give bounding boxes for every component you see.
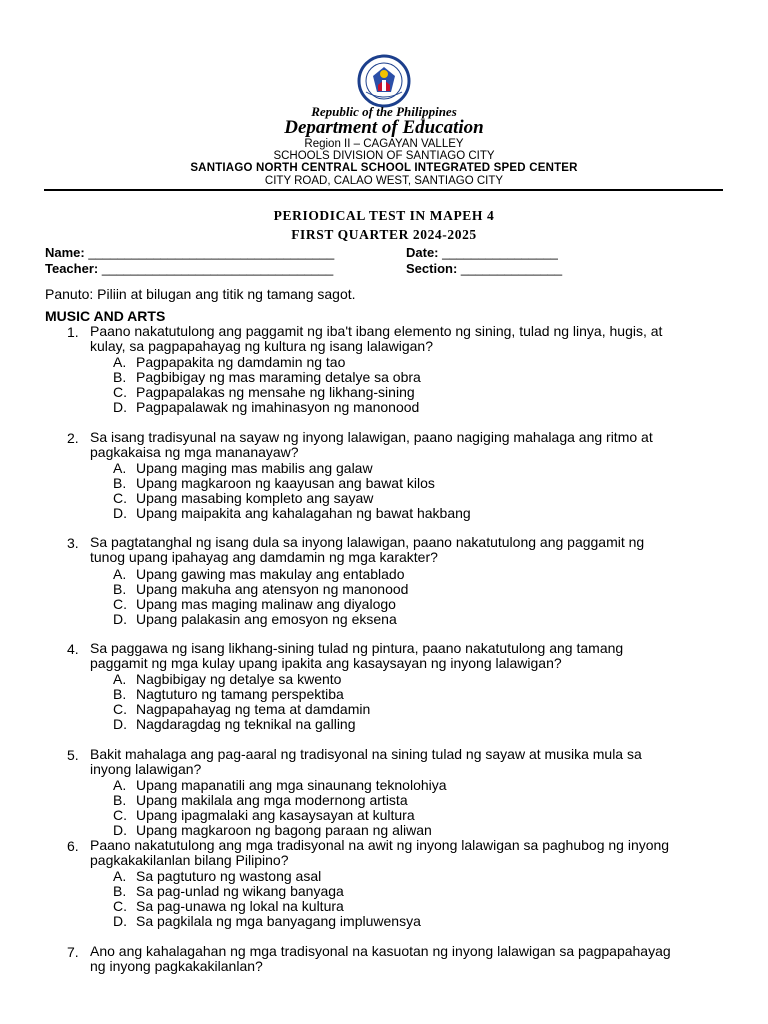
option-letter[interactable]: C. [113, 384, 127, 400]
header-divider [44, 189, 723, 191]
option-text: Upang makilala ang mga modernong artista [136, 792, 408, 808]
question-number: 7. [67, 944, 79, 960]
option-letter[interactable]: D. [113, 505, 127, 521]
option-text: Upang magkaroon ng kaayusan ang bawat kilos [136, 475, 435, 491]
question-text [90, 324, 730, 354]
option-text: Nagtuturo ng tamang perspektiba [136, 686, 344, 702]
question-line: Sa paggawa ng isang likhang-sining tulad ng pintura, paano nakatutulong ang tamang [90, 640, 624, 656]
option-letter[interactable]: A. [113, 460, 127, 476]
republic-heading: Republic of the Philippines [311, 104, 457, 119]
option-letter[interactable]: B. [113, 475, 127, 491]
question-number: 6. [67, 838, 79, 854]
option-text: Pagpapalawak ng imahinasyon ng manonood [136, 399, 420, 415]
question-number: 1. [67, 324, 79, 340]
question-line: Sa pagtatanghal ng isang dula sa inyong lalawigan, paano nakatutulong ang paggamit ng [90, 534, 645, 550]
question-line: pagkakaisa ng mga mananayaw? [90, 444, 299, 460]
option-text: Sa pagkilala ng mga banyagang impluwensya [136, 913, 421, 929]
question-number: 4. [67, 641, 79, 657]
option-text: Upang maipakita ang kahalagahan ng bawat hakbang [136, 505, 471, 521]
section-label: Section: [406, 261, 458, 276]
question-line: Bakit mahalaga ang pag-aaral ng tradisyonal na sining tulad ng sayaw at musika mula sa [90, 746, 642, 762]
option-letter[interactable]: C. [113, 596, 127, 612]
option-text: Sa pag-unawa ng lokal na kultura [136, 898, 344, 914]
option-letter[interactable]: B. [113, 369, 127, 385]
option-text: Nagpapahayag ng tema at damdamin [136, 701, 371, 717]
question-line: Paano nakatutulong ang mga tradisyonal na awit ng inyong lalawigan sa paghubog ng inyong [90, 837, 670, 853]
question-line: kulay, sa pagpapahayag ng kultura ng isang lalawigan? [90, 338, 433, 354]
option-letter[interactable]: D. [113, 822, 127, 838]
option-text: Upang mapanatili ang mga sinaunang teknolohiya [136, 777, 447, 793]
question-line: inyong lalawigan? [90, 761, 202, 777]
option-letter[interactable]: B. [113, 686, 127, 702]
option-letter[interactable]: C. [113, 701, 127, 717]
date-blank: ________________ [442, 245, 558, 260]
teacher-label: Teacher: [45, 261, 99, 276]
question-text [90, 747, 730, 777]
question-number: 5. [67, 747, 79, 763]
name-field[interactable] [45, 245, 334, 260]
option-text: Upang mas maging malinaw ang diyalogo [136, 596, 396, 612]
option-text: Nagdaragdag ng teknikal na galling [136, 716, 356, 732]
option-letter[interactable]: A. [113, 868, 127, 884]
option-letter[interactable]: A. [113, 354, 127, 370]
question-text [90, 944, 730, 974]
option-letter[interactable]: B. [113, 581, 127, 597]
option-letter[interactable]: D. [113, 913, 127, 929]
question-text [90, 535, 730, 565]
question-line: pagkakakilanlan bilang Pilipino? [90, 852, 289, 868]
section-title: MUSIC AND ARTS [45, 308, 166, 324]
question-line: tunog upang ipahayag ang damdamin ng mga karakter? [90, 549, 438, 565]
option-text: Upang masabing kompleto ang sayaw [136, 490, 374, 506]
question-line: paggamit ng mga kulay upang ipakita ang kasaysayan ng inyong lalawigan? [90, 655, 562, 671]
date-label: Date: [406, 245, 439, 260]
question-number: 3. [67, 535, 79, 551]
question-number: 2. [67, 430, 79, 446]
teacher-blank: ________________________________ [101, 261, 334, 276]
section-field[interactable] [406, 261, 562, 276]
question-text [90, 430, 730, 460]
option-letter[interactable]: D. [113, 399, 127, 415]
option-letter[interactable]: B. [113, 883, 127, 899]
deped-seal-logo [347, 54, 421, 108]
option-letter[interactable]: C. [113, 807, 127, 823]
school-name: SANTIAGO NORTH CENTRAL SCHOOL INTEGRATED SPED CENTER [190, 162, 578, 174]
question-text [90, 641, 730, 671]
option-text: Sa pag-unlad ng wikang banyaga [136, 883, 344, 899]
option-letter[interactable]: C. [113, 490, 127, 506]
section-blank: ______________ [460, 261, 563, 276]
option-text: Sa pagtuturo ng wastong asal [136, 868, 322, 884]
school-address: CITY ROAD, CALAO WEST, SANTIAGO CITY [264, 175, 504, 187]
date-field[interactable] [406, 245, 558, 260]
name-label: Name: [45, 245, 85, 260]
option-text: Nagbibigay ng detalye sa kwento [136, 671, 342, 687]
option-letter[interactable]: A. [113, 671, 127, 687]
option-text: Upang maging mas mabilis ang galaw [136, 460, 373, 476]
region-line: Region II – CAGAYAN VALLEY [304, 138, 464, 150]
test-title: PERIODICAL TEST IN MAPEH 4 [273, 208, 495, 223]
option-text: Upang palakasin ang emosyon ng eksena [136, 611, 397, 627]
option-letter[interactable]: D. [113, 611, 127, 627]
instructions: Panuto: Piliin at bilugan ang titik ng tamang sagot. [45, 286, 356, 302]
question-line: Ano ang kahalagahan ng mga tradisyonal na kasuotan ng inyong lalawigan sa pagpapahayag [90, 943, 671, 959]
question-line: Sa isang tradisyunal na sayaw ng inyong lalawigan, paano nagiging mahalaga ang ritmo at [90, 429, 653, 445]
option-text: Pagbibigay ng mas maraming detalye sa obra [136, 369, 421, 385]
option-text: Upang magkaroon ng bagong paraan ng aliwan [136, 822, 432, 838]
question-text [90, 838, 730, 868]
teacher-field[interactable] [45, 261, 333, 276]
option-letter[interactable]: B. [113, 792, 127, 808]
division-line: SCHOOLS DIVISION OF SANTIAGO CITY [273, 150, 495, 162]
option-letter[interactable]: A. [113, 566, 127, 582]
option-text: Upang gawing mas makulay ang entablado [136, 566, 405, 582]
name-blank: __________________________________ [88, 245, 335, 260]
department-heading: Department of Education [284, 117, 484, 138]
option-text: Upang ipagmalaki ang kasaysayan at kultura [136, 807, 415, 823]
option-text: Pagpapalakas ng mensahe ng likhang-sining [136, 384, 415, 400]
option-text: Pagpapakita ng damdamin ng tao [136, 354, 346, 370]
option-letter[interactable]: D. [113, 716, 127, 732]
option-text: Upang makuha ang atensyon ng manonood [136, 581, 409, 597]
option-letter[interactable]: A. [113, 777, 127, 793]
question-line: ng inyong pagkakakilanlan? [90, 958, 263, 974]
option-letter[interactable]: C. [113, 898, 127, 914]
question-line: Paano nakatutulong ang paggamit ng iba't ibang elemento ng sining, tulad ng linya, hugis, at [90, 323, 663, 339]
test-quarter: FIRST QUARTER 2024-2025 [291, 227, 477, 242]
